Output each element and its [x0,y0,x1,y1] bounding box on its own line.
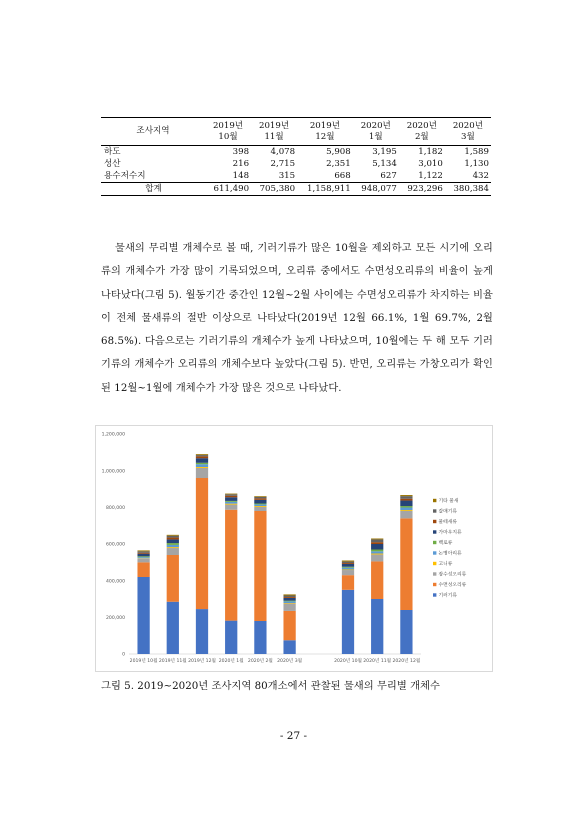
bar-segment [254,511,266,621]
y-tick-label: 0 [122,652,125,658]
total-label: 합계 [145,183,162,194]
value-cell: 398 [232,146,250,157]
y-tick-label: 1,000,000 [101,469,125,475]
bar-segment [225,505,237,510]
bar-segment [254,500,266,504]
bar-segment [400,510,412,511]
bar-segment [137,557,149,558]
value-cell: 1,589 [464,146,489,157]
legend-swatch [433,530,436,533]
region-cell: 성산 [104,158,121,169]
bar-segment [342,564,354,567]
col-header: 2020년 2월 [406,120,437,142]
legend-label: 기타 물새 [438,499,459,504]
bar-segment [400,610,412,654]
legend-label: 물떼새류 [438,520,458,525]
y-tick-label: 400,000 [106,579,125,585]
table-corner-header: 조사지역 [136,126,170,136]
y-tick-label: 800,000 [106,505,125,511]
bar-segment [371,554,383,561]
value-cell: 5,134 [372,158,397,169]
bar-segment [254,506,266,507]
bar-segment [371,539,383,542]
col-header: 2019년 11월 [259,120,290,142]
value-cell: 315 [278,170,296,181]
bar-segment [196,478,208,609]
bar-segment [371,551,383,553]
bar-segment [196,467,208,468]
bar-segment [167,548,179,555]
bar-segment [225,494,237,495]
bar-segment [342,570,354,575]
value-cell: 1,182 [418,146,443,157]
x-tick-label: 2019년 10월 [129,659,158,664]
bar-segment [137,559,149,563]
value-cell: 432 [472,170,489,181]
legend-swatch [433,572,436,575]
bar-segment [137,556,149,557]
bar-segment [167,538,179,540]
region-cell: 용수저수지 [104,170,146,181]
bar-segment [196,463,208,464]
bar-segment [342,563,354,564]
bar-segment [167,539,179,543]
legend-swatch [433,551,436,554]
bar-segment [283,594,295,595]
bar-segment [225,621,237,654]
value-cell: 3,010 [418,158,443,169]
bar-segment [167,602,179,654]
bar-segment [400,501,412,507]
bar-segment [342,569,354,570]
x-tick-label: 2020년 3월 [277,659,303,664]
page-number: - 27 - [279,730,308,742]
bar-segment [400,496,412,499]
bar-segment [400,518,412,610]
chart-svg [96,426,492,671]
bar-segment [254,498,266,499]
bar-segment [225,501,237,502]
total-cell: 705,380 [259,183,296,194]
col-header: 2020년 3월 [452,120,484,142]
bar-segment [254,503,266,504]
bar-segment [196,609,208,654]
legend-swatch [433,583,436,586]
bar-segment [371,599,383,654]
bar-segment [196,455,208,456]
legend-label: 가마우지류 [438,530,462,536]
col-header: 2019년 10월 [212,120,244,142]
bar-segment [400,499,412,501]
bar-segment [196,456,208,458]
bar-segment [137,553,149,554]
bar-segment [342,590,354,654]
legend-swatch [433,509,436,512]
body-paragraph: 물새의 무리별 개체수로 볼 때, 기러기류가 많은 10월을 제외하고 모든 시기에 오리류의 개체수가 가장 많이 기록되었으며, 오리류 중에서도 수면성오리류의 비율이 높게 나타났다(그림 5). 월동기간 중간인 12월~2월 사이에는 수면성오리류가 차지하는 비율이 전체 물새류의 절반 이상으로 나타났다(2019년 12월 66.1%, 1월 69.7%, 2월 68.5%). 다음으로는 기러기류의 개체수가 높게 나타났으며, 10월에는 두 해 모두 기러기류의 개체수가 오리류의 개체수보다 높았다(그림 5). 반면, 오리류는 가창오리가 확인된 12월~1월에 개체수가 가장 많은 것으로 나타났다. [101,243,493,394]
value-cell: 668 [334,170,351,181]
bar-segment [225,510,237,621]
bar-segment [137,550,149,551]
legend-swatch [433,562,436,565]
bar-segment [283,601,295,603]
survey-table [101,117,491,196]
bar-segment [254,504,266,506]
bar-segment [225,504,237,505]
bar-segment [400,511,412,518]
figure-caption: 그림 5. 2019~2020년 조사지역 80개소에서 관찰된 물새의 무리별 개체수 [101,680,440,692]
bar-segment [342,561,354,562]
bar-segment [167,543,179,545]
bar-segment [167,545,179,547]
bar-segment [400,495,412,496]
bar-segment [283,604,295,611]
bar-segment [254,497,266,498]
bar-segment [137,577,149,654]
bar-segment [283,597,295,598]
bar-segment [283,601,295,602]
value-cell: 3,195 [372,146,397,157]
bar-segment [196,464,208,467]
bar-segment [137,562,149,577]
value-cell: 627 [380,170,397,181]
bar-segment [167,535,179,536]
bar-segment [371,561,383,599]
bar-segment [167,555,179,602]
table-row [101,170,491,183]
bar-segment [283,603,295,604]
bar-segment [371,554,383,555]
legend-swatch [433,520,436,523]
value-cell: 1,122 [418,170,443,181]
bar-segment [371,544,383,550]
legend-swatch [433,593,436,596]
bar-segment [225,502,237,504]
bar-segment [371,550,383,552]
value-cell: 5,908 [326,146,351,157]
legend-swatch [433,541,436,544]
bar-segment [225,497,237,501]
bar-segment [196,454,208,455]
bar-segment [283,611,295,640]
x-tick-label: 2020년 1월 [218,659,244,664]
bar-segment [254,621,266,654]
bar-segment [225,496,237,497]
legend-label: 수면성오리류 [438,583,467,588]
x-tick-label: 2020년 11월 [363,659,392,664]
value-cell: 2,351 [326,158,351,169]
table-total-row [101,183,491,196]
bar-segment [371,539,383,540]
bar-segment [342,568,354,570]
legend-label: 논병아리류 [438,551,462,557]
value-cell: 216 [232,158,250,169]
legend-label: 고니류 [438,562,453,567]
bar-segment [283,598,295,601]
bar-segment [254,496,266,497]
bar-segment [225,494,237,495]
bar-segment [283,640,295,654]
value-cell: 148 [232,170,250,181]
col-header: 2019년 12월 [309,120,341,142]
total-cell: 1,158,911 [307,183,351,194]
bird-group-chart [95,425,493,672]
x-tick-label: 2019년 11월 [158,659,187,664]
value-cell: 2,715 [270,158,296,169]
bar-segment [196,458,208,463]
x-tick-label: 2020년 12월 [392,659,421,664]
bar-segment [196,468,208,478]
x-tick-label: 2019년 12월 [188,659,216,664]
table-header-row [101,118,491,146]
legend-label: 백로류 [438,541,453,546]
total-cell: 948,077 [361,183,397,194]
x-tick-label: 2020년 10월 [334,659,362,664]
y-tick-label: 200,000 [106,615,125,621]
bar-segment [167,536,179,538]
col-header: 2020년 1월 [360,120,391,142]
total-cell: 380,384 [453,183,489,194]
bar-segment [283,596,295,597]
bar-segment [400,508,412,511]
value-cell: 4,078 [270,146,296,157]
legend-label: 기러기류 [438,593,458,599]
y-tick-label: 600,000 [106,542,125,548]
bar-segment [254,507,266,511]
table-row [101,158,491,170]
total-cell: 611,490 [213,183,250,194]
bar-segment [400,506,412,507]
legend-swatch [433,499,436,502]
bar-segment [137,554,149,557]
x-tick-label: 2020년 2월 [247,659,273,664]
legend-label: 갈매기류 [438,509,458,515]
region-cell: 하도 [104,146,121,157]
bar-segment [371,542,383,544]
y-tick-label: 1,200,000 [101,432,125,438]
bar-segment [167,547,179,548]
bar-segment [137,551,149,552]
table-row [101,146,491,159]
bar-segment [342,567,354,568]
bar-segment [342,562,354,563]
bar-segment [342,575,354,590]
legend-label: 잠수성오리류 [438,572,467,578]
total-cell: 923,296 [407,183,443,194]
value-cell: 1,130 [464,158,489,169]
